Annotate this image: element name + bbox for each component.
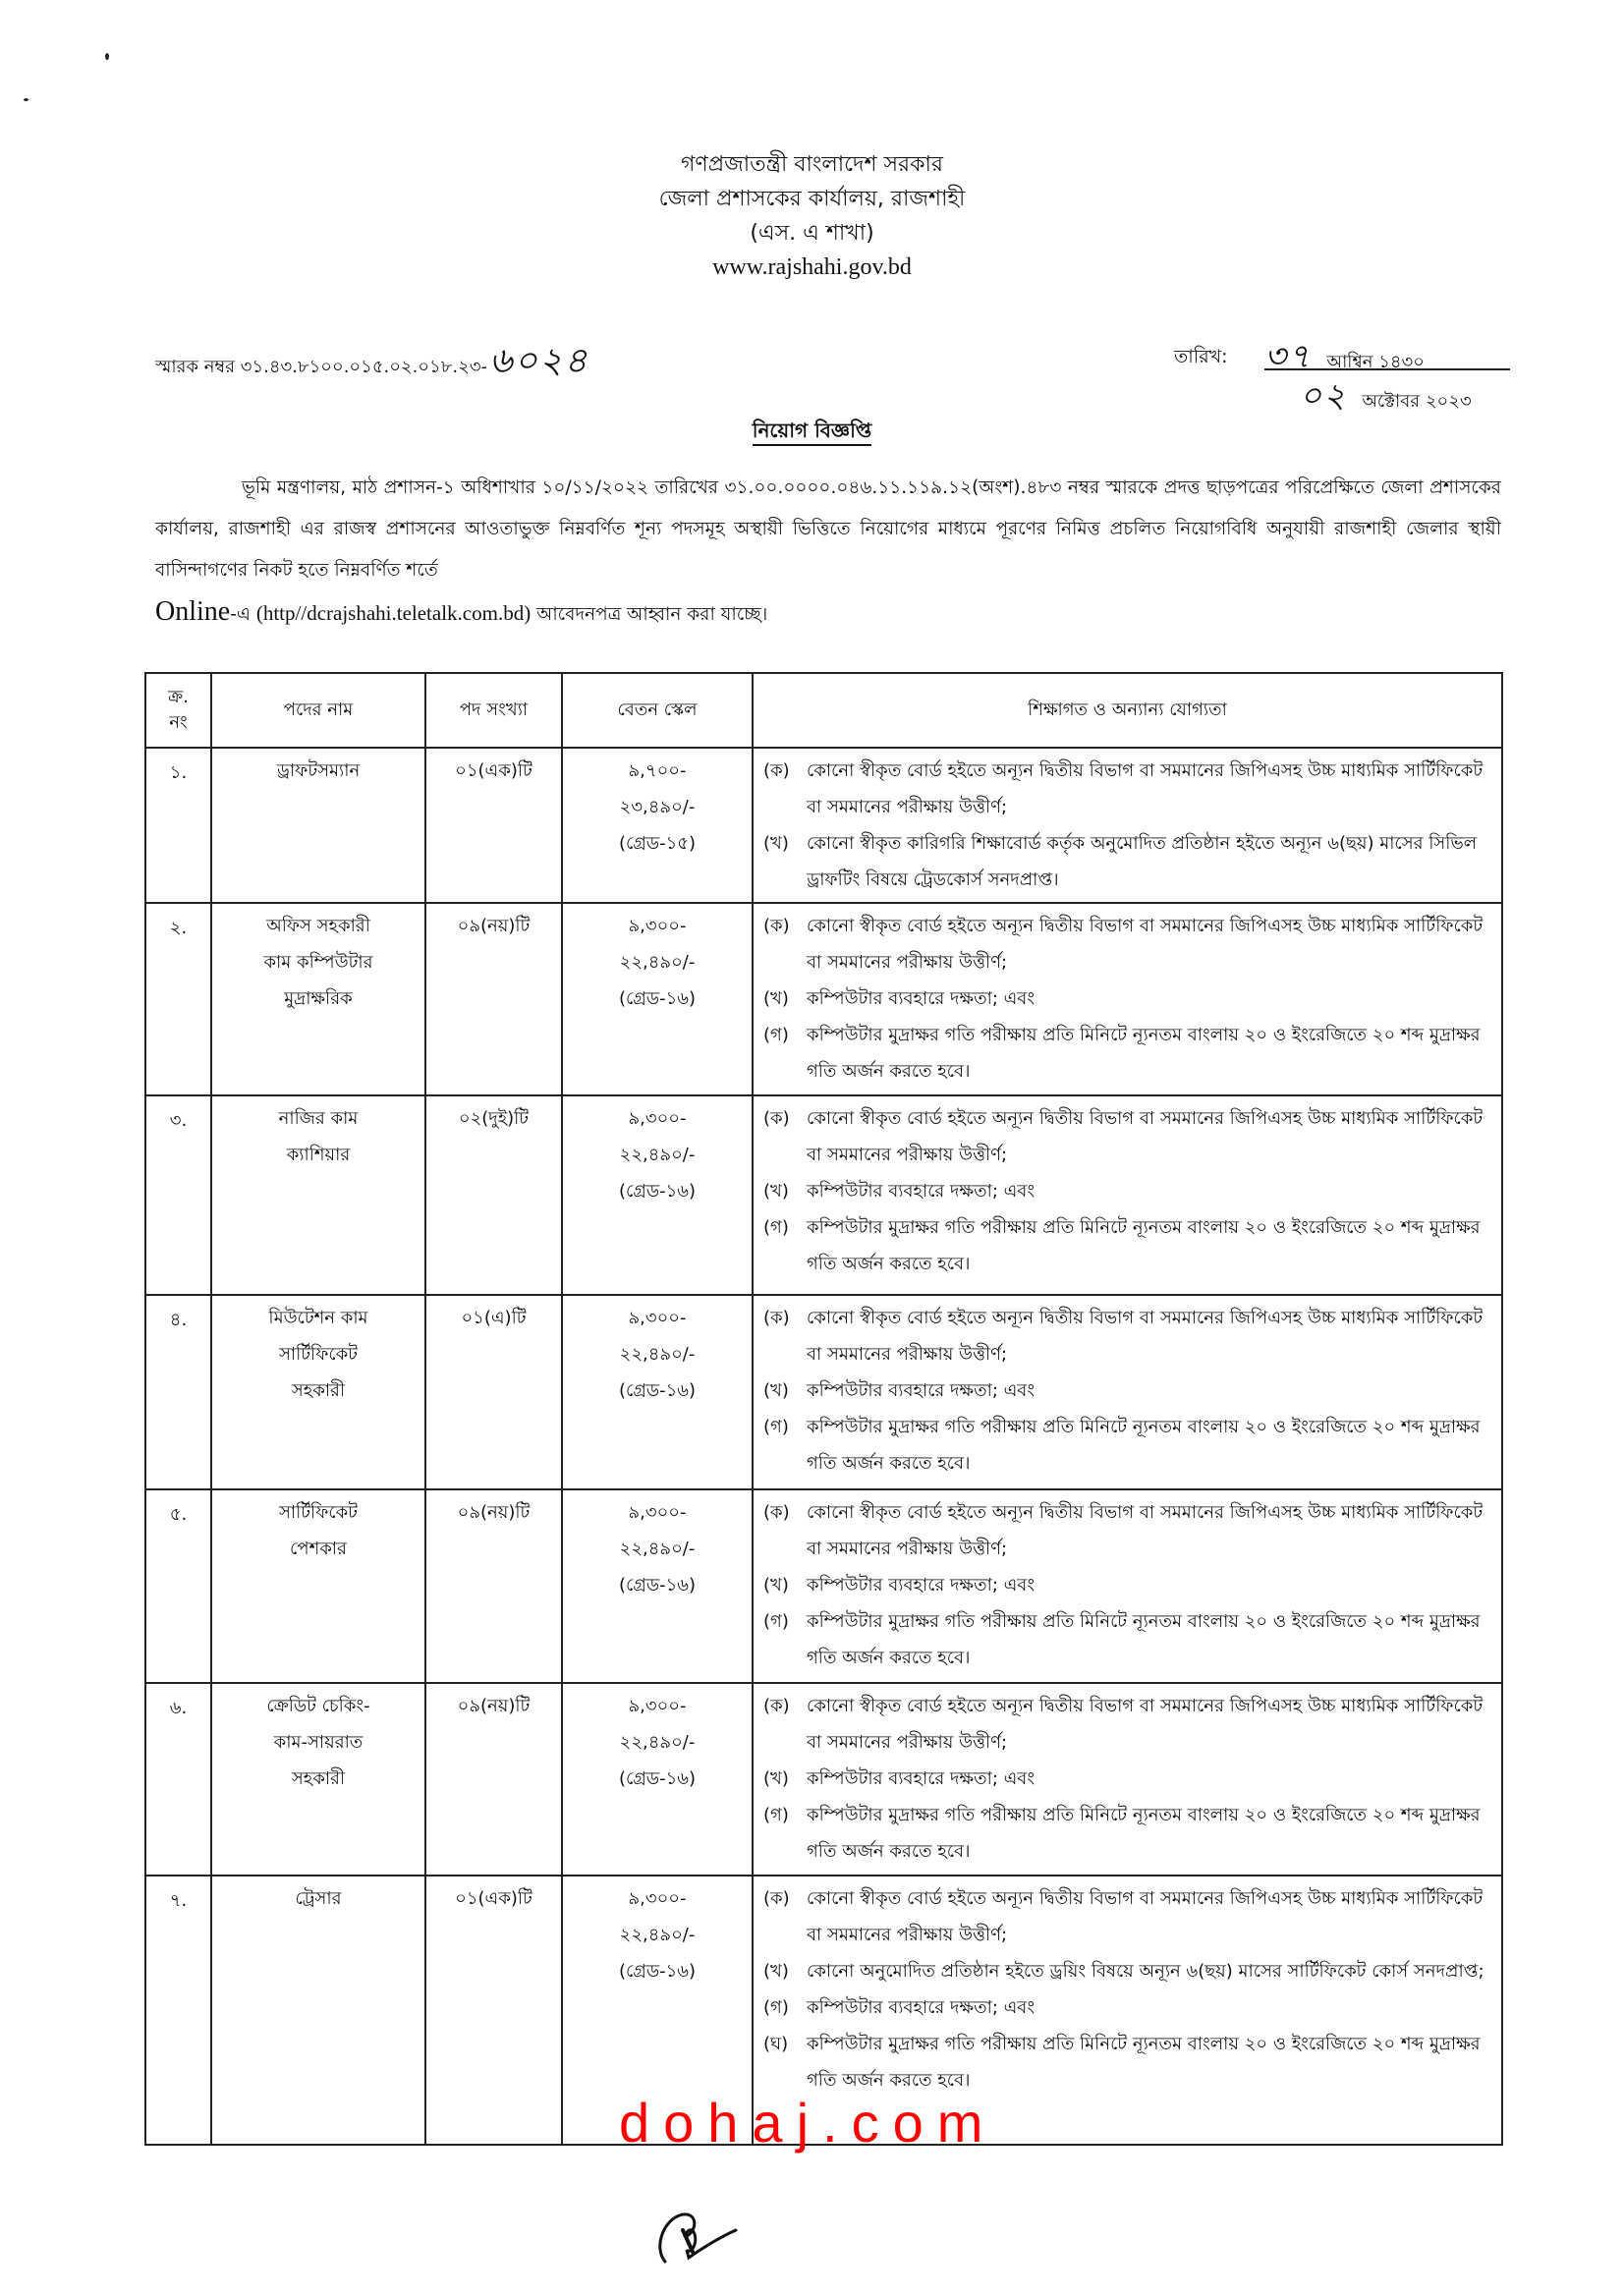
- cell-serial: ২.: [145, 903, 211, 1095]
- qualification-marker: (গ): [763, 1997, 789, 2018]
- cell-pay-scale: [562, 1683, 753, 1876]
- post-name-line: পেশকার: [290, 1539, 347, 1559]
- qualification-item: [763, 825, 1495, 898]
- qualification-item: [763, 1173, 1495, 1209]
- cell-serial: ৪.: [145, 1295, 211, 1489]
- header-post-name: পদের নাম: [211, 673, 425, 748]
- qualification-marker: (খ): [763, 988, 789, 1009]
- qualification-marker: (ক): [763, 1108, 790, 1129]
- english-day: ০২: [1300, 376, 1348, 416]
- post-name-line: কাম কম্পিউটার: [263, 952, 373, 973]
- application-url[interactable]: (http//dcrajshahi.teletalk.com.bd): [255, 601, 532, 625]
- cell-post-count: ০১(এ)টি: [425, 1295, 562, 1489]
- qualification-marker: (গ): [763, 1417, 789, 1437]
- pay-scale-line: ২২,৪৯০/-: [619, 1925, 696, 1945]
- post-name-line: মুদ্রাক্ষরিক: [284, 988, 353, 1009]
- qualification-marker: (ঘ): [763, 2034, 789, 2054]
- date-block: [1174, 331, 1508, 416]
- memo-value: ৩১.৪৩.৮১০০.০১৫.০২.০১৮.২৩-: [240, 357, 488, 377]
- table-header-row: [145, 673, 1502, 748]
- cell-serial: ৭.: [145, 1876, 211, 2145]
- qualification-marker: (খ): [763, 1575, 789, 1596]
- cell-post-count: ০৯(নয়)টি: [425, 1683, 562, 1876]
- qualification-item: [763, 753, 1495, 825]
- cell-serial: ৩.: [145, 1095, 211, 1295]
- qualification-marker: (ক): [763, 1308, 790, 1328]
- pay-scale-line: ২২,৪৯০/-: [619, 1539, 696, 1559]
- qualification-marker: (গ): [763, 1805, 789, 1825]
- qualification-text: কম্পিউটার মুদ্রাক্ষর গতি পরীক্ষায় প্রতি মিনিটে ন্যূনতম বাংলায় ২০ ও ইংরেজিতে ২০ শব্দ মুদ্রাক্ষর গতি অর্জন করতে হবে।: [807, 1417, 1481, 1474]
- post-name-line: কাম-সায়রাত: [273, 1732, 364, 1753]
- qualification-text: কম্পিউটার মুদ্রাক্ষর গতি পরীক্ষায় প্রতি মিনিটে ন্যূনতম বাংলায় ২০ ও ইংরেজিতে ২০ শব্দ মুদ্রাক্ষর গতি অর্জন করতে হবে।: [807, 1217, 1481, 1274]
- qualification-item: [763, 1953, 1495, 1989]
- branch-name: (এস. এ শাখা): [750, 221, 874, 246]
- post-name-line: সার্টিফিকেট: [278, 1502, 358, 1523]
- qualification-text: কম্পিউটার ব্যবহারে দক্ষতা; এবং: [807, 1380, 1036, 1401]
- pay-scale-line: ৯,৩০০-: [628, 1108, 687, 1129]
- office-name: জেলা প্রশাসকের কার্যালয়, রাজশাহী: [658, 187, 966, 211]
- post-name-line: অফিস সহকারী: [266, 916, 370, 936]
- qualification-item: [763, 1409, 1495, 1482]
- qualification-marker: (খ): [763, 833, 789, 854]
- cell-qualification: [753, 1683, 1502, 1876]
- header-post-count: পদ সংখ্যা: [425, 673, 562, 748]
- post-name-line: ক্যাশিয়ার: [286, 1145, 351, 1165]
- pay-scale-line: (গ্রেড-১৬): [619, 1768, 696, 1789]
- qualification-item: [763, 2026, 1495, 2099]
- cell-post-count: ০১(এক)টি: [425, 1876, 562, 2145]
- cell-post-name: [211, 903, 425, 1095]
- online-label: Online: [155, 596, 231, 627]
- cell-post-count: ০১(এক)টি: [425, 748, 562, 903]
- cell-serial: ৫.: [145, 1489, 211, 1683]
- bangla-month-year: আশ্বিন ১৪৩০: [1326, 352, 1425, 372]
- qualification-marker: (ক): [763, 1888, 790, 1909]
- pay-scale-line: (গ্রেড-১৬): [619, 1181, 696, 1202]
- pay-scale-line: ২২,৪৯০/-: [619, 952, 696, 973]
- qualification-text: কম্পিউটার ব্যবহারে দক্ষতা; এবং: [807, 988, 1036, 1009]
- pay-scale-line: (গ্রেড-১৬): [619, 1380, 696, 1401]
- qualification-item: [763, 1209, 1495, 1282]
- government-name: গণপ্রজাতন্ত্রী বাংলাদেশ সরকার: [680, 152, 944, 177]
- memo-label: স্মারক নম্বর: [155, 357, 235, 377]
- qualification-text: কম্পিউটার ব্যবহারে দক্ষতা; এবং: [807, 1181, 1036, 1202]
- cell-qualification: [753, 1295, 1502, 1489]
- cell-serial: ৬.: [145, 1683, 211, 1876]
- post-name-line: মিউটেশন কাম: [268, 1308, 368, 1328]
- bangla-date: [1264, 331, 1510, 376]
- qualification-text: কোনো স্বীকৃত বোর্ড হইতে অন্যূন দ্বিতীয় বিভাগ বা সমমানের জিপিএসহ উচ্চ মাধ্যমিক সার্টিফিকেট বা সমমানের পরীক্ষায় উত্তীর্ণ;: [807, 1108, 1484, 1165]
- qualification-marker: (খ): [763, 1181, 789, 1202]
- intro-text: ভূমি মন্ত্রণালয়, মাঠ প্রশাসন-১ অধিশাখার ১০/১১/২০২২ তারিখের ৩১.০০.০০০০.০৪৬.১১.১১৯.১২(অংশ).৪৮৩ নম্বর স্মারকে প্রদত্ত ছাড়পত্রের পরিপ্রেক্ষিতে জেলা প্রশাসকের কার্যালয়, রাজশাহী এর রাজস্ব প্রশাসনের আওতাভুক্ত নিম্নবর্ণিত শূন্য পদসমূহ অস্থায়ী ভিত্তিতে নিয়োগের মাধ্যমে পূরণের নিমিত্ত প্রচলিত নিয়োগবিধি অনুযায়ী রাজশাহী জেলার স্থায়ী বাসিন্দাগণের নিকট হতে নিম্নবর্ণিত শর্তে: [155, 477, 1501, 581]
- qualification-marker: (ক): [763, 916, 790, 936]
- qualification-marker: (ক): [763, 1696, 790, 1716]
- cell-pay-scale: [562, 1489, 753, 1683]
- post-name-line: সহকারী: [291, 1768, 346, 1789]
- qualification-item: [763, 1761, 1495, 1797]
- memo-number: [155, 334, 589, 393]
- cell-pay-scale: [562, 1095, 753, 1295]
- qualification-text: কম্পিউটার ব্যবহারে দক্ষতা; এবং: [807, 1997, 1036, 2018]
- bangla-day: ৩৭: [1264, 337, 1313, 376]
- cell-post-count: ০২(দুই)টি: [425, 1095, 562, 1295]
- header-serial: ক্র. নং: [145, 673, 211, 748]
- cell-post-count: ০৯(নয়)টি: [425, 1489, 562, 1683]
- pay-scale-line: ২২,৪৯০/-: [619, 1145, 696, 1165]
- english-month-year: অক্টোবর ২০২৩: [1362, 391, 1472, 412]
- cell-qualification: [753, 748, 1502, 903]
- scan-speck: [24, 98, 28, 101]
- qualification-item: [763, 1880, 1495, 1953]
- scan-speck: [105, 53, 109, 60]
- qualification-item: [763, 1017, 1495, 1090]
- post-name-line: সার্টিফিকেট: [278, 1344, 358, 1365]
- cell-post-name: [211, 1876, 425, 2145]
- qualification-marker: (খ): [763, 1768, 789, 1789]
- qualification-marker: (খ): [763, 1380, 789, 1401]
- pay-scale-line: ২২,৪৯০/-: [619, 1344, 696, 1365]
- notice-title: [0, 417, 1624, 449]
- qualification-item: [763, 1797, 1495, 1870]
- cell-qualification: [753, 1095, 1502, 1295]
- table-row: [145, 903, 1502, 1095]
- table-row: [145, 1683, 1502, 1876]
- post-name-line: ড্রাফটসম্যান: [276, 760, 361, 781]
- qualification-item: [763, 1300, 1495, 1372]
- qualification-text: কোনো স্বীকৃত বোর্ড হইতে অন্যূন দ্বিতীয় বিভাগ বা সমমানের জিপিএসহ উচ্চ মাধ্যমিক সার্টিফিকেট বা সমমানের পরীক্ষায় উত্তীর্ণ;: [807, 1696, 1484, 1753]
- pay-scale-line: ৯,৩০০-: [628, 1502, 687, 1523]
- qualification-text: কোনো স্বীকৃত বোর্ড হইতে অন্যূন দ্বিতীয় বিভাগ বা সমমানের জিপিএসহ উচ্চ মাধ্যমিক সার্টিফিকেট বা সমমানের পরীক্ষায় উত্তীর্ণ;: [807, 760, 1484, 817]
- qualification-text: কোনো স্বীকৃত বোর্ড হইতে অন্যূন দ্বিতীয় বিভাগ বা সমমানের জিপিএসহ উচ্চ মাধ্যমিক সার্টিফিকেট বা সমমানের পরীক্ষায় উত্তীর্ণ;: [807, 1308, 1484, 1365]
- qualification-item: [763, 1567, 1495, 1603]
- qualification-marker: (খ): [763, 1961, 789, 1982]
- cell-serial: ১.: [145, 748, 211, 903]
- pay-scale-line: ৯,৩০০-: [628, 1888, 687, 1909]
- pay-scale-line: ৯,৭০০-: [628, 760, 687, 781]
- watermark: dohaj.com: [619, 2092, 997, 2154]
- signature-image: [644, 2201, 752, 2269]
- table-row: [145, 1095, 1502, 1295]
- letterhead: [0, 147, 1624, 285]
- cell-pay-scale: [562, 1295, 753, 1489]
- qualification-item: [763, 1603, 1495, 1676]
- date-label: তারিখ:: [1174, 346, 1228, 367]
- pay-scale-line: (গ্রেড-১৫): [619, 833, 696, 854]
- intro-closing: আবেদনপত্র আহ্বান করা যাচ্ছে।: [536, 604, 768, 625]
- qualification-item: [763, 1688, 1495, 1761]
- pay-scale-line: (গ্রেড-১৬): [619, 1575, 696, 1596]
- pay-scale-line: ৯,৩০০-: [628, 1696, 687, 1716]
- post-name-line: ট্রেসার: [295, 1888, 342, 1909]
- cell-post-count: ০৯(নয়)টি: [425, 903, 562, 1095]
- cell-qualification: [753, 1489, 1502, 1683]
- cell-post-name: [211, 1489, 425, 1683]
- online-suffix: -এ: [230, 604, 251, 625]
- pay-scale-line: ৯,৩০০-: [628, 916, 687, 936]
- table-row: [145, 1489, 1502, 1683]
- qualification-item: [763, 980, 1495, 1017]
- notice-title-text: নিয়োগ বিজ্ঞপ্তি: [753, 419, 872, 446]
- cell-qualification: [753, 903, 1502, 1095]
- qualification-marker: (ক): [763, 1502, 790, 1523]
- memo-handwritten-suffix: ৬০২৪: [489, 341, 589, 381]
- qualification-text: কম্পিউটার মুদ্রাক্ষর গতি পরীক্ষায় প্রতি মিনিটে ন্যূনতম বাংলায় ২০ ও ইংরেজিতে ২০ শব্দ মুদ্রাক্ষর গতি অর্জন করতে হবে।: [807, 1611, 1481, 1668]
- qualification-text: কম্পিউটার মুদ্রাক্ষর গতি পরীক্ষায় প্রতি মিনিটে ন্যূনতম বাংলায় ২০ ও ইংরেজিতে ২০ শব্দ মুদ্রাক্ষর গতি অর্জন করতে হবে।: [807, 2034, 1481, 2091]
- qualification-text: কোনো স্বীকৃত বোর্ড হইতে অন্যূন দ্বিতীয় বিভাগ বা সমমানের জিপিএসহ উচ্চ মাধ্যমিক সার্টিফিকেট বা সমমানের পরীক্ষায় উত্তীর্ণ;: [807, 1888, 1484, 1945]
- qualification-text: কোনো অনুমোদিত প্রতিষ্ঠান হইতে ড্রয়িং বিষয়ে অন্যূন ৬(ছয়) মাসের সার্টিফিকেট কোর্স সনদপ্রাপ্ত;: [807, 1961, 1484, 1982]
- post-name-line: সহকারী: [291, 1380, 346, 1401]
- cell-pay-scale: [562, 903, 753, 1095]
- qualification-item: [763, 1494, 1495, 1567]
- header-qualification: শিক্ষাগত ও অন্যান্য যোগ্যতা: [753, 673, 1502, 748]
- cell-post-name: [211, 748, 425, 903]
- table-row: [145, 1295, 1502, 1489]
- header-pay-scale: বেতন স্কেল: [562, 673, 753, 748]
- pay-scale-line: ৯,৩০০-: [628, 1308, 687, 1328]
- cell-post-name: [211, 1095, 425, 1295]
- qualification-item: [763, 1100, 1495, 1173]
- qualification-text: কোনো স্বীকৃত বোর্ড হইতে অন্যূন দ্বিতীয় বিভাগ বা সমমানের জিপিএসহ উচ্চ মাধ্যমিক সার্টিফিকেট বা সমমানের পরীক্ষায় উত্তীর্ণ;: [807, 916, 1484, 973]
- intro-paragraph: [155, 468, 1501, 636]
- qualification-marker: (গ): [763, 1025, 789, 1045]
- vacancy-table: [144, 672, 1503, 2146]
- qualification-text: কম্পিউটার ব্যবহারে দক্ষতা; এবং: [807, 1575, 1036, 1596]
- pay-scale-line: ২৩,৪৯০/-: [619, 797, 696, 817]
- post-name-line: ক্রেডিট চেকিং-: [266, 1696, 370, 1716]
- qualification-marker: (গ): [763, 1611, 789, 1632]
- qualification-item: [763, 1372, 1495, 1409]
- qualification-text: কোনো স্বীকৃত কারিগরি শিক্ষাবোর্ড কর্তৃক অনুমোদিত প্রতিষ্ঠান হইতে অন্যূন ৬(ছয়) মাসের সিভিল ড্রাফটিং বিষয়ে ট্রেডকোর্স সনদপ্রাপ্ত।: [807, 833, 1478, 890]
- cell-post-name: [211, 1683, 425, 1876]
- cell-pay-scale: [562, 748, 753, 903]
- cell-post-name: [211, 1295, 425, 1489]
- qualification-item: [763, 908, 1495, 980]
- qualification-item: [763, 1989, 1495, 2026]
- qualification-text: কম্পিউটার ব্যবহারে দক্ষতা; এবং: [807, 1768, 1036, 1789]
- post-name-line: নাজির কাম: [278, 1108, 359, 1129]
- pay-scale-line: ২২,৪৯০/-: [619, 1732, 696, 1753]
- qualification-text: কম্পিউটার মুদ্রাক্ষর গতি পরীক্ষায় প্রতি মিনিটে ন্যূনতম বাংলায় ২০ ও ইংরেজিতে ২০ শব্দ মুদ্রাক্ষর গতি অর্জন করতে হবে।: [807, 1805, 1481, 1862]
- qualification-text: কম্পিউটার মুদ্রাক্ষর গতি পরীক্ষায় প্রতি মিনিটে ন্যূনতম বাংলায় ২০ ও ইংরেজিতে ২০ শব্দ মুদ্রাক্ষর গতি অর্জন করতে হবে।: [807, 1025, 1481, 1082]
- qualification-text: কোনো স্বীকৃত বোর্ড হইতে অন্যূন দ্বিতীয় বিভাগ বা সমমানের জিপিএসহ উচ্চ মাধ্যমিক সার্টিফিকেট বা সমমানের পরীক্ষায় উত্তীর্ণ;: [807, 1502, 1484, 1559]
- qualification-marker: (গ): [763, 1217, 789, 1238]
- table-row: [145, 748, 1502, 903]
- pay-scale-line: (গ্রেড-১৬): [619, 988, 696, 1009]
- pay-scale-line: (গ্রেড-১৬): [619, 1961, 696, 1982]
- qualification-marker: (ক): [763, 760, 790, 781]
- office-website[interactable]: www.rajshahi.gov.bd: [712, 254, 912, 280]
